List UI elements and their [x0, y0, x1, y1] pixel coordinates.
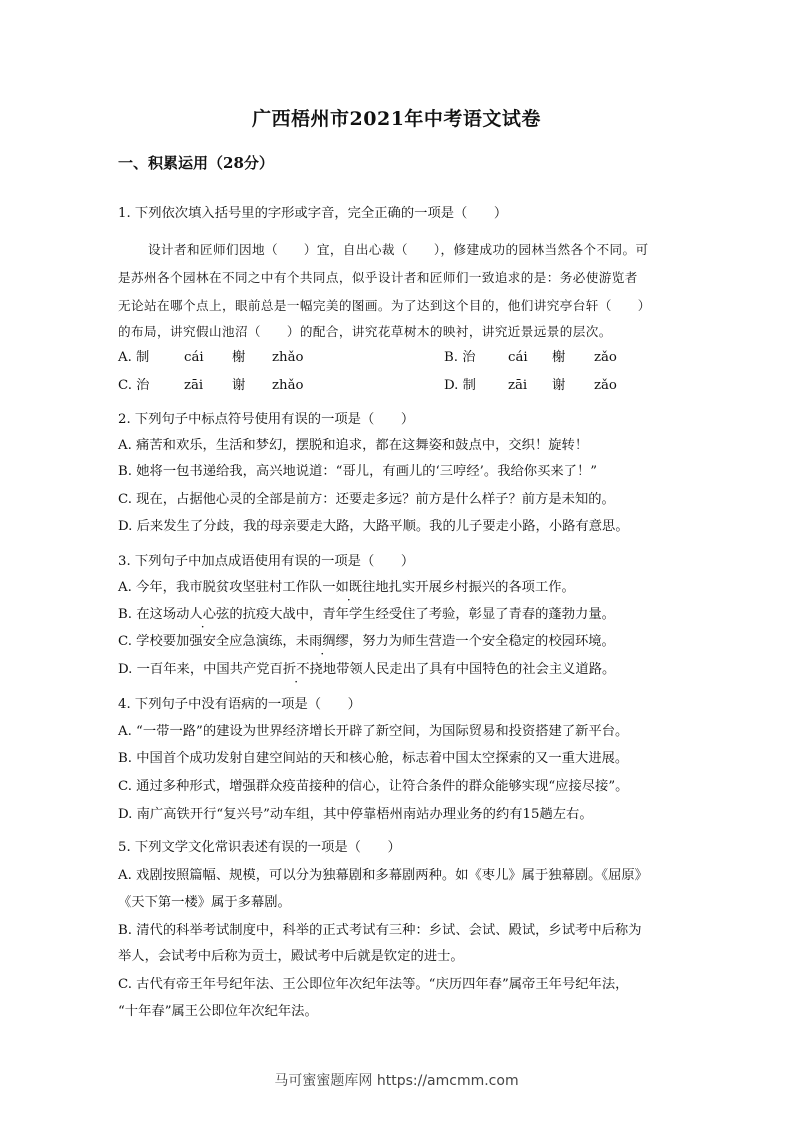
question-2-stem: 2. 下列句子中标点符号使用有误的一项是（ ）: [118, 412, 415, 427]
question-4-option-b: B. 中国首个成功发射自建空间站的天和核心舱，标志着中国太空探索的又一重大进展。: [118, 751, 629, 766]
question-5-option-line: A. 戏剧按照篇幅、规模，可以分为独幕剧和多幕剧两种。如《枣儿》属于独幕剧。《屈原》: [118, 868, 648, 883]
question-5-option-line: C. 古代有帝王年号纪年法、王公即位年次纪年法等。“庆历四年春”属帝王年号纪年法，: [118, 977, 629, 992]
question-5-stem: 5. 下列文学文化常识表述有误的一项是（ ）: [118, 840, 401, 855]
question-1-stem: 1. 下列依次填入括号里的字形或字音，完全正确的一项是（ ）: [118, 206, 508, 221]
question-5-option-line: “十年春”属王公即位年次纪年法。: [118, 1004, 318, 1019]
question-2-option-b: B. 她将一包书递给我，高兴地说道：“哥儿，有画儿的‘三哼经’。我给你买来了！”: [118, 464, 598, 479]
question-1-option-c: C. 治 zāi 谢 zhǎo: [118, 378, 304, 393]
footer-watermark[interactable]: 马可蜜蜜题库网 https://amcmm.com: [274, 1073, 519, 1089]
question-1-option-d: D. 制 zāi 谢 zǎo: [444, 378, 617, 393]
question-1-passage-line: 设计者和匠师们因地（ ）宜，自出心裁（ ），修建成功的园林当然各个不同。可: [148, 242, 649, 257]
question-4-option-c: C. 通过多种形式，增强群众疫苗接种的信心，让符合条件的群众能够实现“应接尽接”。: [118, 779, 629, 794]
question-4-stem: 4. 下列句子中没有语病的一项是（ ）: [118, 697, 361, 712]
dotted-idiom: 未雨绸缪: [295, 634, 349, 649]
question-3-option-a: A. 今年，我市脱贫攻坚驻村工作队一如既往地扎实开展乡村振兴的各项工作。: [118, 580, 575, 595]
question-1-passage-line: 的布局，讲究假山池沼（ ）的配合，讲究花草树木的映衬，讲究近景远景的层次。: [118, 324, 612, 339]
section-heading: 一、积累运用（28分）: [118, 154, 274, 172]
question-5-option-line: 《天下第一楼》属于多幕剧。: [118, 895, 291, 910]
question-2-option-d: D. 后来发生了分歧，我的母亲要走大路，大路平顺。我的儿子要走小路，小路有意思。: [118, 519, 629, 534]
question-1-passage-line: 是苏州各个园林在不同之中有个共同点，似乎设计者和匠师们一致追求的是：务必使游览者: [118, 270, 638, 285]
page-title: 广西梧州市2021年中考语文试卷: [252, 108, 541, 130]
question-5-option-line: B. 清代的科举考试制度中，科举的正式考试有三种：乡试、会试、殿试，乡试考中后称为: [118, 923, 642, 938]
question-5-option-line: 举人，会试考中后称为贡士，殿试考中后就是钦定的进士。: [118, 949, 464, 964]
question-3-option-b: B. 在这场动人心弦的抗疫大战中，青年学生经受住了考验，彰显了青春的蓬勃力量。: [118, 607, 615, 622]
question-1-option-b: B. 治 cái 榭 zǎo: [444, 350, 617, 365]
dotted-idiom: 百折不挠: [269, 662, 323, 677]
dotted-idiom: 一如既往: [322, 580, 376, 595]
question-4-option-d: D. 南广高铁开行“复兴号”动车组，其中停靠梧州南站办理业务的约有15趟左右。: [118, 807, 593, 822]
question-2-option-a: A. 痛苦和欢乐，生活和梦幻，摆脱和追求，都在这舞姿和鼓点中，交织！旋转！: [118, 438, 589, 453]
question-1-passage-line: 无论站在哪个点上，眼前总是一幅完美的图画。为了达到这个目的，他们讲究亭台轩（ ）: [118, 298, 651, 313]
question-1-option-a: A. 制 cái 榭 zhǎo: [118, 350, 304, 365]
question-2-option-c: C. 现在，占据他心灵的全部是前方：还要走多远？前方是什么样子？前方是未知的。: [118, 492, 615, 507]
question-4-option-a: A. “一带一路”的建设为世界经济增长开辟了新空间，为国际贸易和投资搭建了新平台。: [118, 724, 629, 739]
dotted-idiom: 动人心弦: [176, 607, 230, 622]
question-3-stem: 3. 下列句子中加点成语使用有误的一项是（ ）: [118, 554, 415, 569]
question-3-option-c: C. 学校要加强安全应急演练，未雨绸缪，努力为师生营造一个安全稳定的校园环境。: [118, 634, 615, 649]
question-3-option-d: D. 一百年来，中国共产党百折不挠地带领人民走出了具有中国特色的社会主义道路。: [118, 662, 616, 677]
